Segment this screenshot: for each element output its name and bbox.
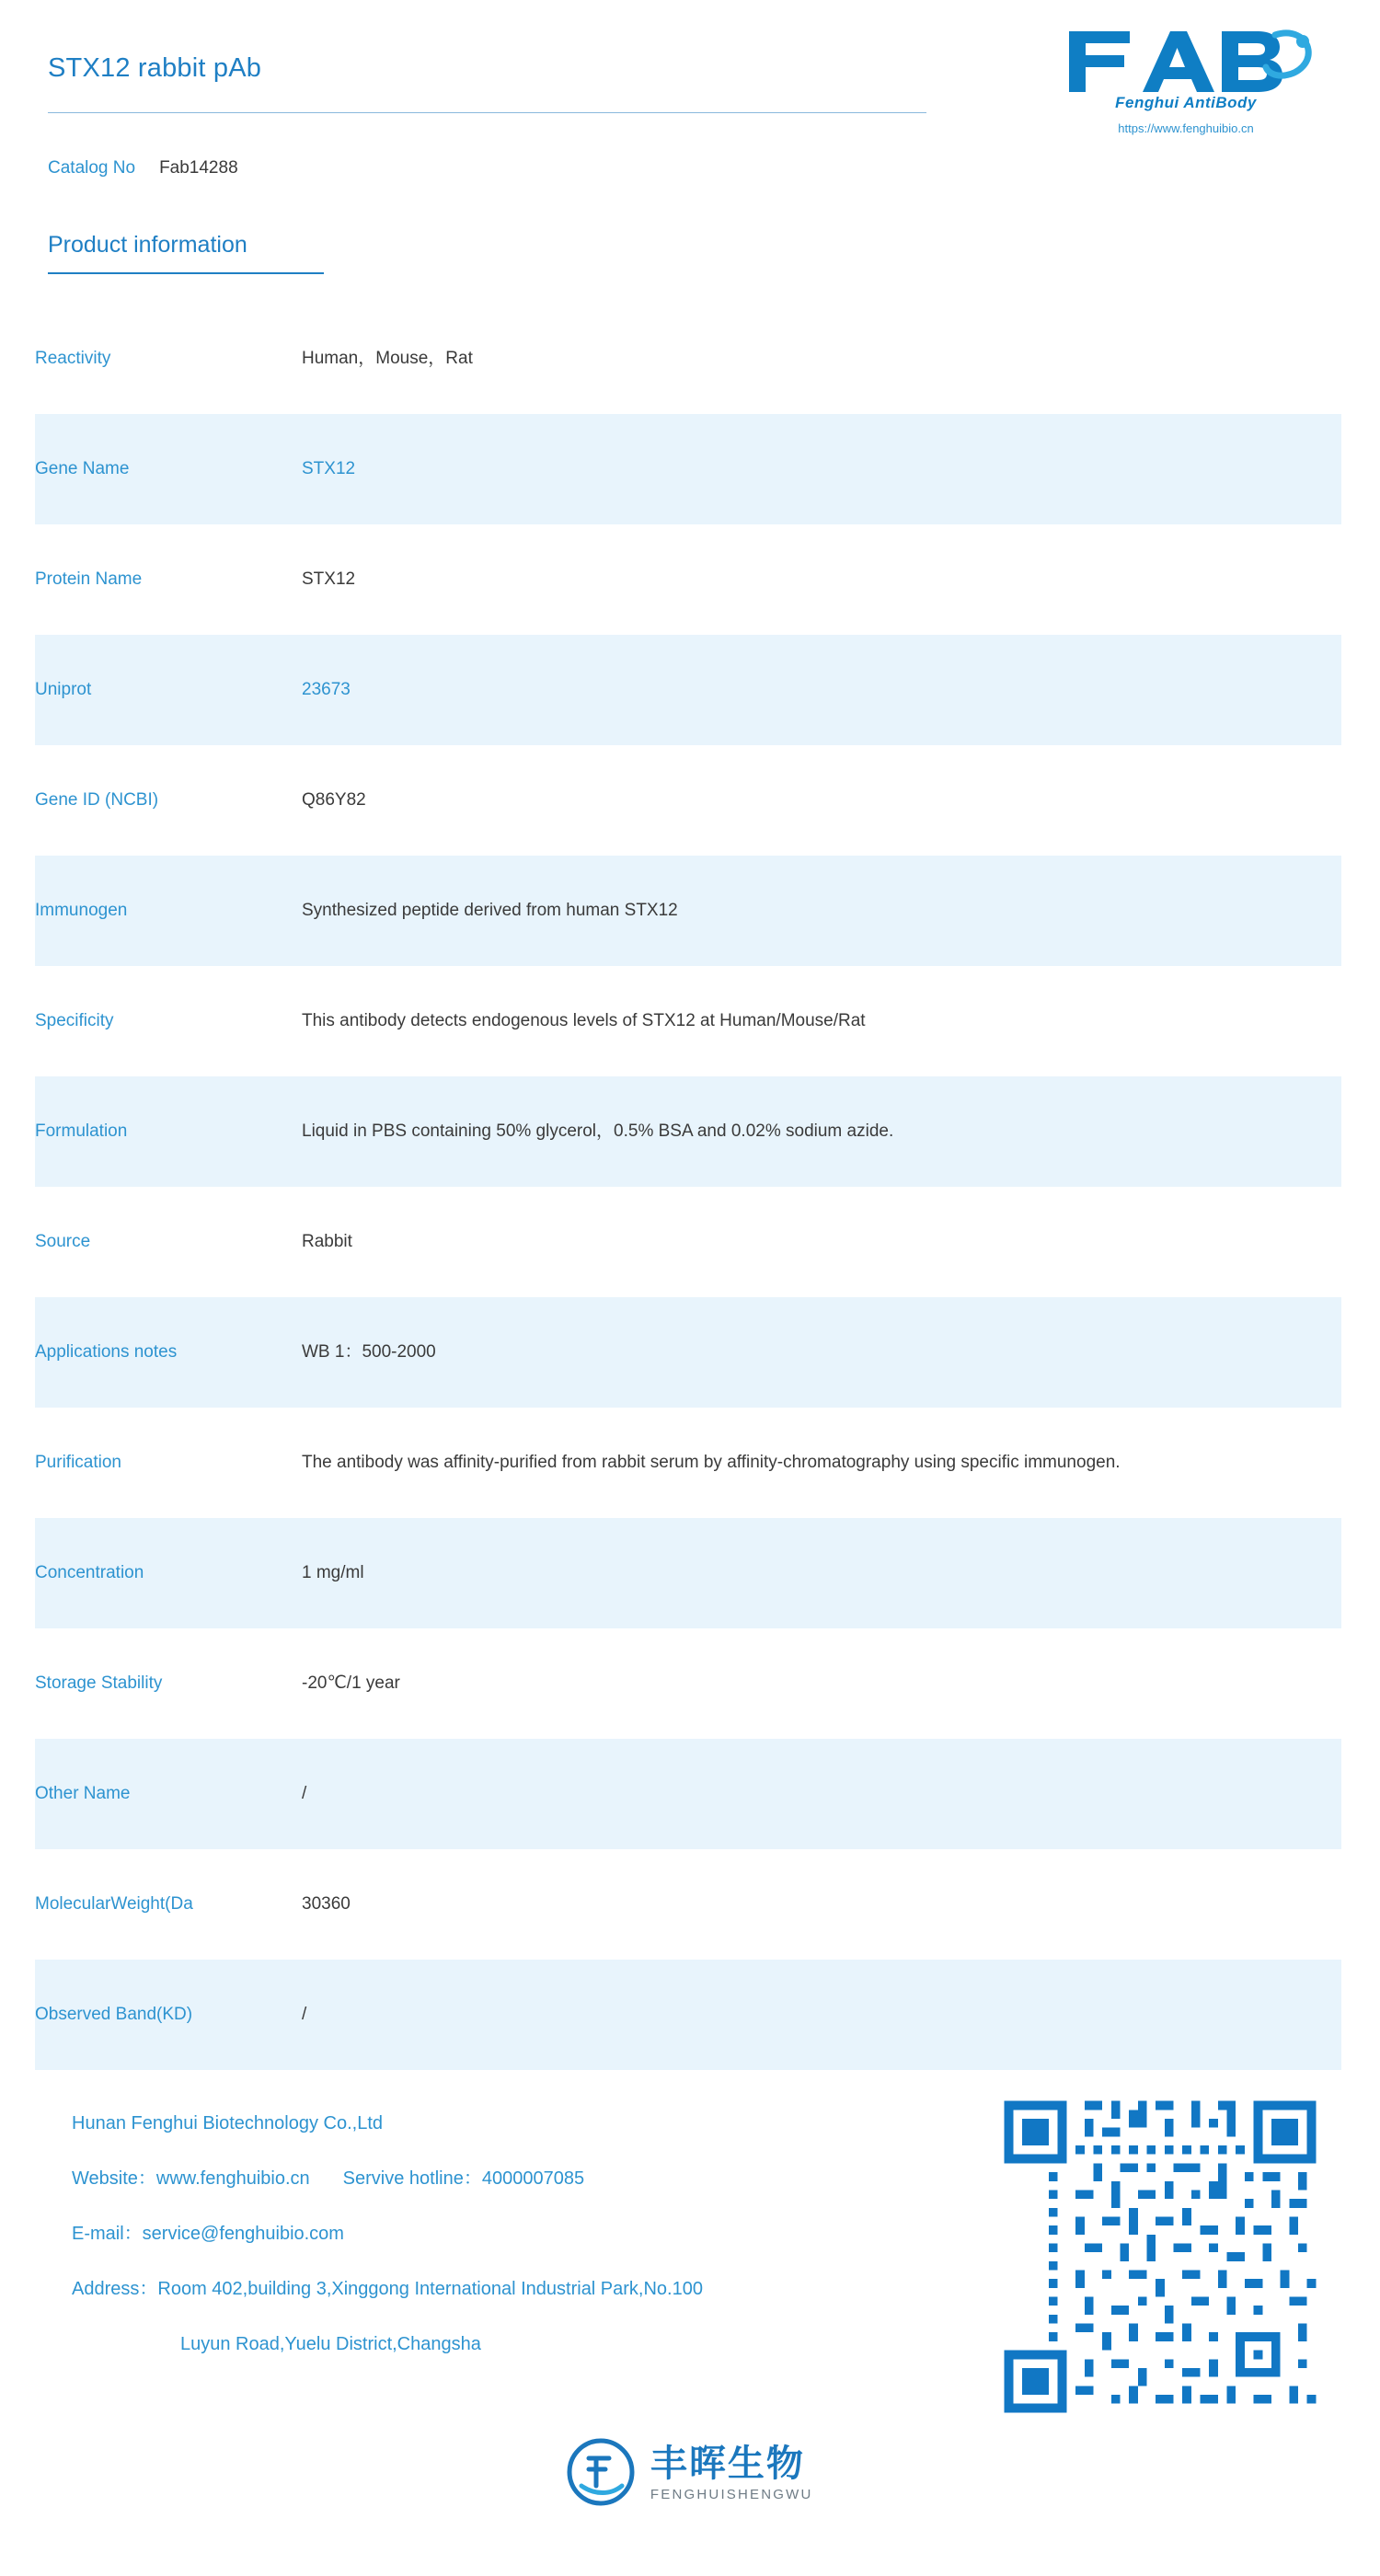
row-label: MolecularWeight(Da xyxy=(35,1894,193,1914)
table-row xyxy=(35,1518,1341,1628)
table-row xyxy=(35,966,1341,1076)
row-value: / xyxy=(302,2005,307,2025)
email-value[interactable]: service@fenghuibio.com xyxy=(142,2224,344,2244)
logo-subtitle: Fenghui AntiBody xyxy=(1115,94,1257,111)
address-value-1: Room 402,building 3,Xinggong International Industrial Park,No.100 xyxy=(157,2279,703,2299)
document-header xyxy=(0,0,1380,178)
row-label: Observed Band(KD) xyxy=(35,2005,193,2024)
table-row xyxy=(35,1849,1341,1960)
footer-address-line1 xyxy=(72,2261,703,2317)
footer-company: Hunan Fenghui Biotechnology Co.,Ltd xyxy=(72,2113,384,2133)
row-label: Formulation xyxy=(35,1121,128,1141)
table-row xyxy=(35,1187,1341,1297)
row-label: Immunogen xyxy=(35,901,128,920)
page-title: STX12 rabbit pAb xyxy=(48,53,262,83)
product-information-table xyxy=(35,304,1341,2070)
row-value: / xyxy=(302,1784,307,1804)
row-value: STX12 xyxy=(302,459,356,479)
row-label: Gene Name xyxy=(35,459,130,478)
company-logo-inner xyxy=(567,2438,812,2506)
footer-email-line xyxy=(72,2206,703,2261)
row-label: Uniprot xyxy=(35,680,92,699)
row-value: Human，Mouse，Rat xyxy=(302,349,473,369)
company-name-cn: 丰晖生物 xyxy=(650,2443,805,2484)
qr-code-icon[interactable] xyxy=(995,2092,1325,2421)
hotline-label: Servive hotline： xyxy=(342,2168,482,2189)
row-value: 30360 xyxy=(302,1894,351,1915)
document-footer xyxy=(0,2070,1380,2354)
row-label: Purification xyxy=(35,1453,121,1472)
row-value: Synthesized peptide derived from human STX12 xyxy=(302,901,678,921)
table-row xyxy=(35,1297,1341,1408)
table-body xyxy=(35,304,1341,2070)
row-label: Storage Stability xyxy=(35,1673,163,1693)
hotline-value: 4000007085 xyxy=(481,2168,585,2189)
row-value: This antibody detects endogenous levels of STX12 at Human/Mouse/Rat xyxy=(302,1011,866,1031)
row-label: Protein Name xyxy=(35,569,143,589)
table-row xyxy=(35,1076,1341,1187)
company-logo xyxy=(0,2438,1380,2506)
company-name-pinyin: FENGHUISHENGWU xyxy=(650,2486,813,2502)
row-value: 1 mg/ml xyxy=(302,1563,364,1583)
title-divider xyxy=(48,112,926,113)
section-title: Product information xyxy=(48,232,247,258)
address-label: Address： xyxy=(72,2279,158,2299)
table-row xyxy=(35,1628,1341,1739)
row-label: Specificity xyxy=(35,1011,114,1030)
row-label: Concentration xyxy=(35,1563,144,1582)
footer-website-line xyxy=(72,2151,703,2206)
logo-url[interactable]: https://www.fenghuibio.cn xyxy=(1118,121,1254,135)
footer-address-line2 xyxy=(72,2317,703,2372)
company-logo-text xyxy=(650,2443,813,2502)
row-value: WB 1：500-2000 xyxy=(302,1342,436,1363)
footer-contact-block xyxy=(72,2096,703,2372)
table-row xyxy=(35,304,1341,414)
row-label: Other Name xyxy=(35,1784,131,1803)
website-value[interactable]: www.fenghuibio.cn xyxy=(155,2168,310,2189)
row-value: Liquid in PBS containing 50% glycerol，0.5% BSA and 0.02% sodium azide. xyxy=(302,1121,894,1142)
row-value: Rabbit xyxy=(302,1232,352,1252)
catalog-row xyxy=(48,158,238,178)
email-label: E-mail： xyxy=(72,2224,143,2244)
row-value: -20℃/1 year xyxy=(302,1673,400,1694)
row-label: Applications notes xyxy=(35,1342,178,1362)
brand-logo xyxy=(1034,26,1338,135)
table-row xyxy=(35,1739,1341,1849)
table-row xyxy=(35,856,1341,966)
row-label: Gene ID (NCBI) xyxy=(35,790,159,810)
row-value: The antibody was affinity-purified from rabbit serum by affinity-chromatography using specific immunogen. xyxy=(302,1453,1121,1473)
fenghui-mark-icon xyxy=(567,2438,635,2506)
catalog-label: Catalog No xyxy=(48,158,136,178)
table-row xyxy=(35,414,1341,524)
row-value: Q86Y82 xyxy=(302,790,366,811)
catalog-value: Fab14288 xyxy=(159,158,238,178)
row-label: Source xyxy=(35,1232,91,1251)
row-value: STX12 xyxy=(302,569,356,590)
address-value-2: Luyun Road,Yuelu District,Changsha xyxy=(180,2334,481,2354)
table-row xyxy=(35,635,1341,745)
fab-logo-icon xyxy=(1034,26,1338,98)
section-title-underline xyxy=(48,272,324,274)
website-label: Website： xyxy=(72,2168,156,2189)
row-label: Reactivity xyxy=(35,349,111,368)
table-row xyxy=(35,524,1341,635)
table-row xyxy=(35,745,1341,856)
row-value: 23673 xyxy=(302,680,351,700)
table-row xyxy=(35,1408,1341,1518)
table-row xyxy=(35,1960,1341,2070)
